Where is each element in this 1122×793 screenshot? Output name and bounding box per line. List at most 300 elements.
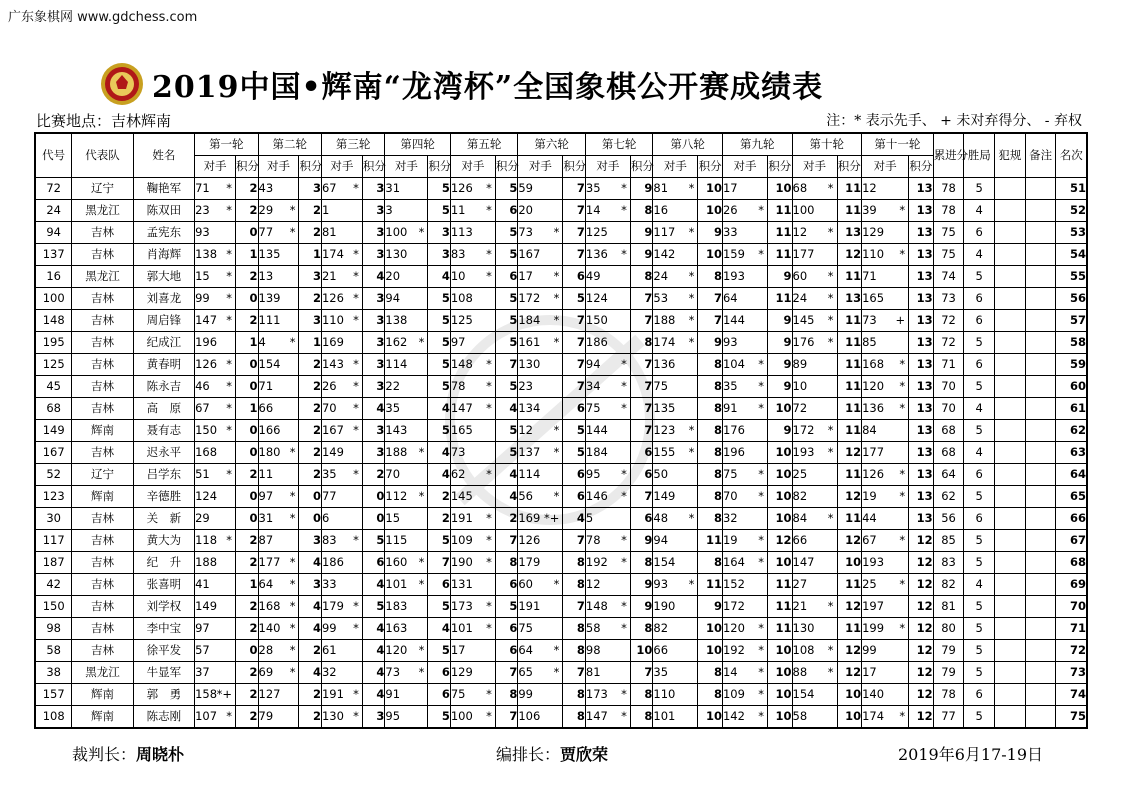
round-points: 7 <box>630 288 653 310</box>
opponent-id: 130 <box>385 247 408 261</box>
move-mark: * <box>553 291 560 305</box>
wins-count: 5 <box>964 552 995 574</box>
foul-cell <box>995 310 1026 332</box>
opponent-id: 69 <box>258 665 274 679</box>
round-opponent <box>862 662 909 684</box>
round-points: 12 <box>837 530 862 552</box>
opponent-id: 143 <box>385 423 408 437</box>
opponent-id: 100 <box>385 225 408 239</box>
opponent-id: 75 <box>450 687 466 701</box>
round-points: 9 <box>767 420 792 442</box>
player-id: 167 <box>35 442 72 464</box>
move-mark: * <box>758 357 764 371</box>
opponent-id: 12 <box>585 577 601 591</box>
site-watermark-text: 广东象棋网 www.gdchess.com <box>8 10 198 25</box>
round-points: 0 <box>236 508 259 530</box>
col-rank: 名次 <box>1056 133 1087 178</box>
round-points: 6 <box>563 464 586 486</box>
rank-value: 69 <box>1056 574 1087 596</box>
opponent-id: 146 <box>585 489 608 503</box>
round-points: 7 <box>495 662 518 684</box>
round-opponent <box>385 244 428 266</box>
move-mark: * <box>899 709 906 723</box>
opponent-id: 33 <box>321 577 337 591</box>
opponent-id: 31 <box>258 511 274 525</box>
round-points: 11 <box>837 574 862 596</box>
cumulative-score: 73 <box>933 288 964 310</box>
move-mark: * <box>827 335 834 349</box>
round-points: 5 <box>495 442 518 464</box>
cumulative-score: 74 <box>933 266 964 288</box>
round-points: 4 <box>362 640 385 662</box>
round-points: 5 <box>428 178 451 200</box>
round-opponent <box>258 464 299 486</box>
rank-value: 68 <box>1056 552 1087 574</box>
opponent-id: 188 <box>653 313 676 327</box>
opponent-id: 190 <box>653 599 676 613</box>
round-opponent <box>385 310 428 332</box>
cumulative-score: 78 <box>933 684 964 706</box>
player-id: 72 <box>35 178 72 200</box>
wins-count: 5 <box>964 662 995 684</box>
player-id: 125 <box>35 354 72 376</box>
opponent-id: 58 <box>792 709 808 723</box>
opponent-id: 134 <box>518 401 541 415</box>
round-opponent <box>450 178 495 200</box>
round-points: 8 <box>630 706 653 729</box>
move-mark: * <box>553 577 560 591</box>
foul-cell <box>995 266 1026 288</box>
player-name: 肖海辉 <box>133 244 194 266</box>
remark-cell <box>1025 310 1056 332</box>
opponent-id: 124 <box>195 489 218 503</box>
col-round-9: 第九轮 <box>722 133 792 156</box>
player-name: 陈永吉 <box>133 376 194 398</box>
round-opponent <box>722 288 767 310</box>
move-mark: * <box>353 467 359 481</box>
round-points: 9 <box>698 222 723 244</box>
remark-cell <box>1025 706 1056 729</box>
remark-cell <box>1025 354 1056 376</box>
round-opponent <box>518 332 563 354</box>
round-points: 7 <box>630 310 653 332</box>
opponent-id: 65 <box>518 665 533 679</box>
round-points: 7 <box>563 662 586 684</box>
event-date: 2019年6月17-19日 <box>898 745 1044 764</box>
opponent-id: 53 <box>653 291 669 305</box>
opponent-id: 70 <box>722 489 738 503</box>
move-mark: * <box>289 665 296 679</box>
player-name: 陈双田 <box>133 200 194 222</box>
move-mark: * <box>827 291 834 305</box>
round-opponent <box>862 332 909 354</box>
opponent-id: 174 <box>321 247 344 261</box>
opponent-id: 101 <box>450 621 473 635</box>
table-row <box>35 640 1087 662</box>
remark-cell <box>1025 486 1056 508</box>
round-opponent <box>518 552 563 574</box>
round-opponent <box>321 706 362 729</box>
round-opponent <box>450 200 495 222</box>
round-opponent <box>792 332 837 354</box>
move-mark: * <box>621 247 627 261</box>
round-points: 7 <box>630 662 653 684</box>
col-round-3: 第三轮 <box>321 133 384 156</box>
remark-cell <box>1025 508 1056 530</box>
round-opponent <box>792 618 837 640</box>
move-mark: * <box>758 621 764 635</box>
round-opponent <box>518 618 563 640</box>
wins-count: 5 <box>964 376 995 398</box>
round-points: 5 <box>495 420 518 442</box>
move-mark: * <box>899 379 906 393</box>
opponent-id: 168 <box>862 357 885 371</box>
opponent-id: 1 <box>321 203 330 217</box>
round-points: 8 <box>698 376 723 398</box>
cumulative-score: 82 <box>933 574 964 596</box>
round-points: 13 <box>909 178 934 200</box>
remark-cell <box>1025 574 1056 596</box>
round-points: 8 <box>698 684 723 706</box>
round-opponent <box>195 684 236 706</box>
opponent-id: 148 <box>450 357 473 371</box>
table-row <box>35 442 1087 464</box>
round-opponent <box>862 266 909 288</box>
round-points: 3 <box>362 706 385 729</box>
round-opponent <box>258 310 299 332</box>
round-points: 13 <box>909 222 934 244</box>
round-opponent <box>722 332 767 354</box>
round-points: 1 <box>236 332 259 354</box>
round-opponent <box>321 552 362 574</box>
round-opponent <box>321 266 362 288</box>
opponent-id: 192 <box>585 555 608 569</box>
opponent-id: 64 <box>518 643 533 657</box>
round-points: 12 <box>837 442 862 464</box>
round-points: 7 <box>495 706 518 729</box>
opponent-id: 159 <box>722 247 745 261</box>
round-opponent <box>585 508 630 530</box>
round-opponent <box>653 574 698 596</box>
table-row <box>35 684 1087 706</box>
round-points: 2 <box>428 508 451 530</box>
round-points: 5 <box>428 640 451 662</box>
opponent-id: 58 <box>585 621 601 635</box>
round-opponent <box>792 244 837 266</box>
round-points: 8 <box>698 464 723 486</box>
player-team: 辉南 <box>72 420 133 442</box>
round-opponent <box>585 662 630 684</box>
round-opponent <box>321 310 362 332</box>
move-mark: * <box>688 181 695 195</box>
move-mark: * <box>758 247 764 261</box>
foul-cell <box>995 178 1026 200</box>
round-points: 11 <box>698 574 723 596</box>
opponent-id: 71 <box>862 269 877 283</box>
round-opponent <box>450 552 495 574</box>
rank-value: 61 <box>1056 398 1087 420</box>
round-opponent <box>585 354 630 376</box>
arranger <box>496 742 608 765</box>
opponent-id: 124 <box>585 291 608 305</box>
move-mark: * <box>553 643 560 657</box>
move-mark: * <box>486 203 492 217</box>
round-opponent <box>450 596 495 618</box>
round-points: 11 <box>767 222 792 244</box>
round-points: 13 <box>909 442 934 464</box>
round-opponent <box>385 288 428 310</box>
round-points: 13 <box>909 310 934 332</box>
round-points: 11 <box>837 354 862 376</box>
move-mark: * <box>621 401 627 415</box>
wins-count: 5 <box>964 178 995 200</box>
round-points: 2 <box>299 222 322 244</box>
round-points: 11 <box>767 596 792 618</box>
opponent-id: 6 <box>321 511 330 525</box>
player-name: 关 新 <box>133 508 194 530</box>
move-mark: * <box>827 511 834 525</box>
col-wins: 胜局 <box>964 133 995 178</box>
col-foul: 犯规 <box>995 133 1026 178</box>
move-mark: * <box>899 489 906 503</box>
title-bar <box>100 62 823 106</box>
round-opponent <box>653 266 698 288</box>
round-points: 6 <box>563 266 586 288</box>
opponent-id: 70 <box>385 467 401 481</box>
opponent-id: 33 <box>722 225 738 239</box>
foul-cell <box>995 596 1026 618</box>
round-opponent <box>258 420 299 442</box>
move-mark: * <box>553 445 560 459</box>
col-round-7: 第七轮 <box>585 133 653 156</box>
opponent-id: 161 <box>518 335 541 349</box>
round-opponent <box>385 376 428 398</box>
opponent-id: 130 <box>518 357 541 371</box>
round-points: 7 <box>630 354 653 376</box>
subcol-points: 积分 <box>837 156 862 178</box>
opponent-id: 66 <box>653 643 669 657</box>
round-opponent <box>450 288 495 310</box>
round-opponent <box>862 442 909 464</box>
player-name: 纪 升 <box>133 552 194 574</box>
round-points: 11 <box>767 288 792 310</box>
opponent-id: 126 <box>321 291 344 305</box>
round-opponent <box>518 266 563 288</box>
opponent-id: 169 <box>321 335 344 349</box>
opponent-id: 172 <box>722 599 745 613</box>
round-points: 2 <box>299 354 322 376</box>
move-mark: * <box>899 577 906 591</box>
player-team: 吉林 <box>72 508 133 530</box>
round-opponent <box>518 508 563 530</box>
round-points: 7 <box>563 332 586 354</box>
round-points: 5 <box>495 376 518 398</box>
round-points: 4 <box>362 574 385 596</box>
round-points: 10 <box>630 640 653 662</box>
col-cumulative: 累进分 <box>933 133 964 178</box>
round-points: 5 <box>495 310 518 332</box>
subcol-opponent: 对手 <box>321 156 362 178</box>
cumulative-score: 70 <box>933 376 964 398</box>
round-points: 5 <box>495 596 518 618</box>
player-name: 迟永平 <box>133 442 194 464</box>
round-points: 8 <box>495 552 518 574</box>
opponent-id: 34 <box>585 379 601 393</box>
opponent-id: 35 <box>722 379 738 393</box>
round-points: 2 <box>299 464 322 486</box>
subcol-opponent: 对手 <box>585 156 630 178</box>
round-points: 8 <box>698 442 723 464</box>
player-id: 187 <box>35 552 72 574</box>
round-opponent <box>195 398 236 420</box>
round-points: 7 <box>563 244 586 266</box>
referee-label: 裁判长： <box>72 745 137 764</box>
round-opponent <box>862 178 909 200</box>
opponent-id: 191 <box>450 511 473 525</box>
round-points: 8 <box>630 618 653 640</box>
round-opponent <box>653 244 698 266</box>
move-mark: * <box>353 313 359 327</box>
opponent-id: 21 <box>321 269 337 283</box>
round-points: 10 <box>837 684 862 706</box>
player-name: 刘喜龙 <box>133 288 194 310</box>
round-opponent <box>518 310 563 332</box>
round-points: 3 <box>299 178 322 200</box>
move-mark: * <box>353 401 359 415</box>
round-opponent <box>653 706 698 729</box>
round-opponent <box>385 662 428 684</box>
round-points: 10 <box>767 442 792 464</box>
table-row <box>35 464 1087 486</box>
round-points: 2 <box>299 684 322 706</box>
round-opponent <box>450 332 495 354</box>
round-points: 13 <box>909 332 934 354</box>
opponent-id: 193 <box>722 269 745 283</box>
foul-cell <box>995 486 1026 508</box>
round-points: 12 <box>909 618 934 640</box>
wins-count: 4 <box>964 398 995 420</box>
round-points: 0 <box>236 420 259 442</box>
rank-value: 66 <box>1056 508 1087 530</box>
remark-cell <box>1025 200 1056 222</box>
round-points: 10 <box>698 618 723 640</box>
round-points: 9 <box>767 332 792 354</box>
opponent-id: 77 <box>258 225 274 239</box>
round-points: 10 <box>767 464 792 486</box>
round-points: 8 <box>698 266 723 288</box>
subcol-opponent: 对手 <box>195 156 236 178</box>
move-mark: * <box>418 555 425 569</box>
round-points: 11 <box>767 618 792 640</box>
table-row <box>35 244 1087 266</box>
opponent-id: 123 <box>653 423 676 437</box>
table-row <box>35 420 1087 442</box>
table-row <box>35 618 1087 640</box>
round-points: 2 <box>299 420 322 442</box>
round-points: 8 <box>630 552 653 574</box>
move-mark: * <box>688 291 695 305</box>
round-opponent <box>195 618 236 640</box>
round-opponent <box>385 596 428 618</box>
round-opponent <box>321 486 362 508</box>
round-opponent <box>653 178 698 200</box>
round-opponent <box>321 508 362 530</box>
opponent-id: 72 <box>792 401 808 415</box>
opponent-id: 31 <box>385 181 401 195</box>
opponent-id: 108 <box>792 643 815 657</box>
move-mark: * <box>486 401 492 415</box>
opponent-id: 186 <box>585 335 608 349</box>
round-opponent <box>792 310 837 332</box>
round-points: 11 <box>837 310 862 332</box>
round-opponent <box>862 222 909 244</box>
round-opponent <box>792 662 837 684</box>
round-points: 8 <box>495 684 518 706</box>
opponent-id: 120 <box>722 621 745 635</box>
round-opponent <box>792 420 837 442</box>
opponent-id: 20 <box>385 269 401 283</box>
round-points: 12 <box>909 706 934 729</box>
move-mark: * <box>418 445 425 459</box>
round-opponent <box>792 640 837 662</box>
wins-count: 5 <box>964 332 995 354</box>
round-points: 11 <box>837 618 862 640</box>
round-points: 5 <box>495 222 518 244</box>
round-points: 2 <box>236 662 259 684</box>
cumulative-score: 81 <box>933 596 964 618</box>
round-opponent <box>195 442 236 464</box>
round-opponent <box>722 244 767 266</box>
round-points: 6 <box>495 574 518 596</box>
round-points: 11 <box>767 244 792 266</box>
move-mark: * <box>758 709 764 723</box>
round-opponent <box>653 552 698 574</box>
move-mark: * <box>621 357 627 371</box>
round-opponent <box>195 552 236 574</box>
move-mark: * <box>758 643 764 657</box>
move-mark: * <box>899 533 906 547</box>
round-points: 6 <box>630 442 653 464</box>
col-round-8: 第八轮 <box>653 133 723 156</box>
opponent-id: 149 <box>195 599 218 613</box>
subcol-points: 积分 <box>698 156 723 178</box>
opponent-id: 147 <box>792 555 815 569</box>
round-opponent <box>722 684 767 706</box>
player-team: 吉林 <box>72 376 133 398</box>
move-mark: * <box>486 269 492 283</box>
opponent-id: 19 <box>862 489 877 503</box>
round-opponent <box>450 464 495 486</box>
move-mark: * <box>621 203 627 217</box>
wins-count: 5 <box>964 530 995 552</box>
foul-cell <box>995 332 1026 354</box>
round-opponent <box>321 464 362 486</box>
opponent-id: 199 <box>862 621 885 635</box>
remark-cell <box>1025 530 1056 552</box>
remark-cell <box>1025 662 1056 684</box>
move-mark: * <box>688 445 695 459</box>
table-row <box>35 508 1087 530</box>
round-opponent <box>321 596 362 618</box>
round-opponent <box>258 684 299 706</box>
opponent-id: 129 <box>450 665 473 679</box>
opponent-id: 126 <box>862 467 885 481</box>
remark-cell <box>1025 596 1056 618</box>
move-mark: * <box>553 335 560 349</box>
round-points: 3 <box>362 310 385 332</box>
opponent-id: 196 <box>722 445 745 459</box>
opponent-id: 93 <box>195 225 210 239</box>
